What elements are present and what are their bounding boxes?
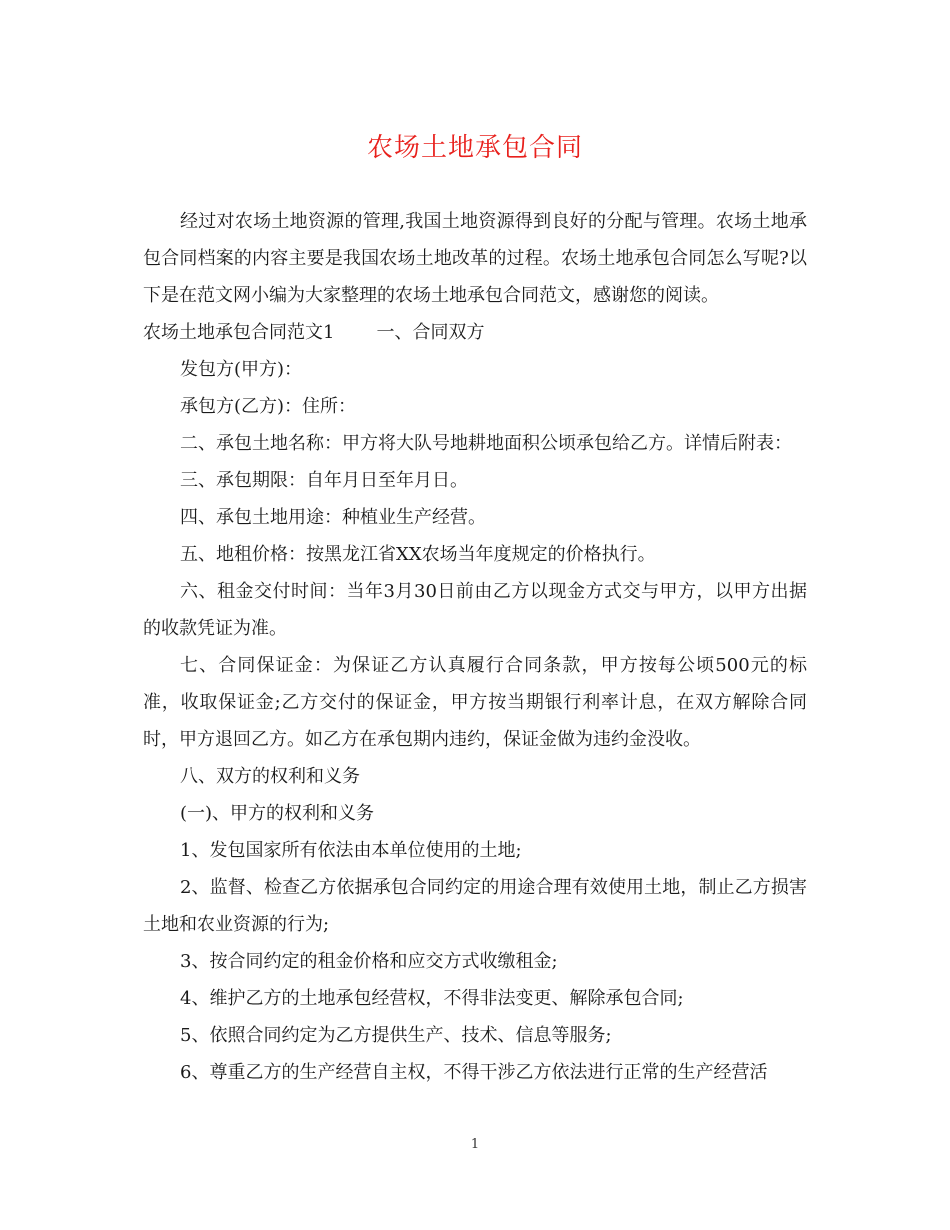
clause-land-use: 四、承包土地用途：种植业生产经营。 <box>180 507 486 528</box>
document-body <box>143 203 807 1091</box>
list-item: 1、发包国家所有依法由本单位使用的土地; <box>180 840 522 861</box>
section-heading-parties: 一、合同双方 <box>376 322 485 343</box>
list-item: 3、按合同约定的租金价格和应交方式收缴租金; <box>180 951 558 972</box>
clause-rights-duties: 八、双方的权利和义务 <box>180 766 360 787</box>
list-item: 4、维护乙方的土地承包经营权，不得非法变更、解除承包合同; <box>180 988 684 1009</box>
page-number: 1 <box>470 1137 480 1152</box>
subsection-party-a: (一)、甲方的权利和义务 <box>180 803 375 824</box>
party-b-line: 承包方(乙方)：住所： <box>180 396 357 417</box>
document-title: 农场土地承包合同 <box>366 133 583 163</box>
intro-paragraph: 经过对农场土地资源的管理,我国土地资源得到良好的分配与管理。农场土地承包合同档案的内容主要是我国农场土地改革的过程。农场土地承包合同怎么写呢?以下是在范文网小编为大家整理的农场土地承包合同范文，感谢您的阅读。 <box>143 211 807 306</box>
clause-rent-price: 五、地租价格：按黑龙江省XX农场当年度规定的价格执行。 <box>180 544 656 565</box>
list-item: 5、依照合同约定为乙方提供生产、技术、信息等服务; <box>180 1025 612 1046</box>
sample-title: 农场土地承包合同范文1 <box>143 322 335 343</box>
list-item: 2、监督、检查乙方依据承包合同约定的用途合理有效使用土地，制止乙方损害土地和农业资源的行为; <box>143 877 807 935</box>
clause-deposit: 七、合同保证金：为保证乙方认真履行合同条款，甲方按每公顷500元的标准，收取保证金;乙方交付的保证金，甲方按当期银行利率计息，在双方解除合同时，甲方退回乙方。如乙方在承包期内违约，保证金做为违约金没收。 <box>143 655 807 750</box>
clause-payment-time: 六、租金交付时间：当年3月30日前由乙方以现金方式交与甲方，以甲方出据的收款凭证为准。 <box>143 581 807 639</box>
list-item: 6、尊重乙方的生产经营自主权，不得干涉乙方依法进行正常的生产经营活 <box>180 1062 768 1083</box>
clause-land-name: 二、承包土地名称：甲方将大队号地耕地面积公顷承包给乙方。详情后附表： <box>180 433 792 454</box>
sample-heading-line <box>143 314 807 351</box>
party-a-line: 发包方(甲方)： <box>180 359 303 380</box>
clause-term: 三、承包期限：自年月日至年月日。 <box>180 470 468 491</box>
